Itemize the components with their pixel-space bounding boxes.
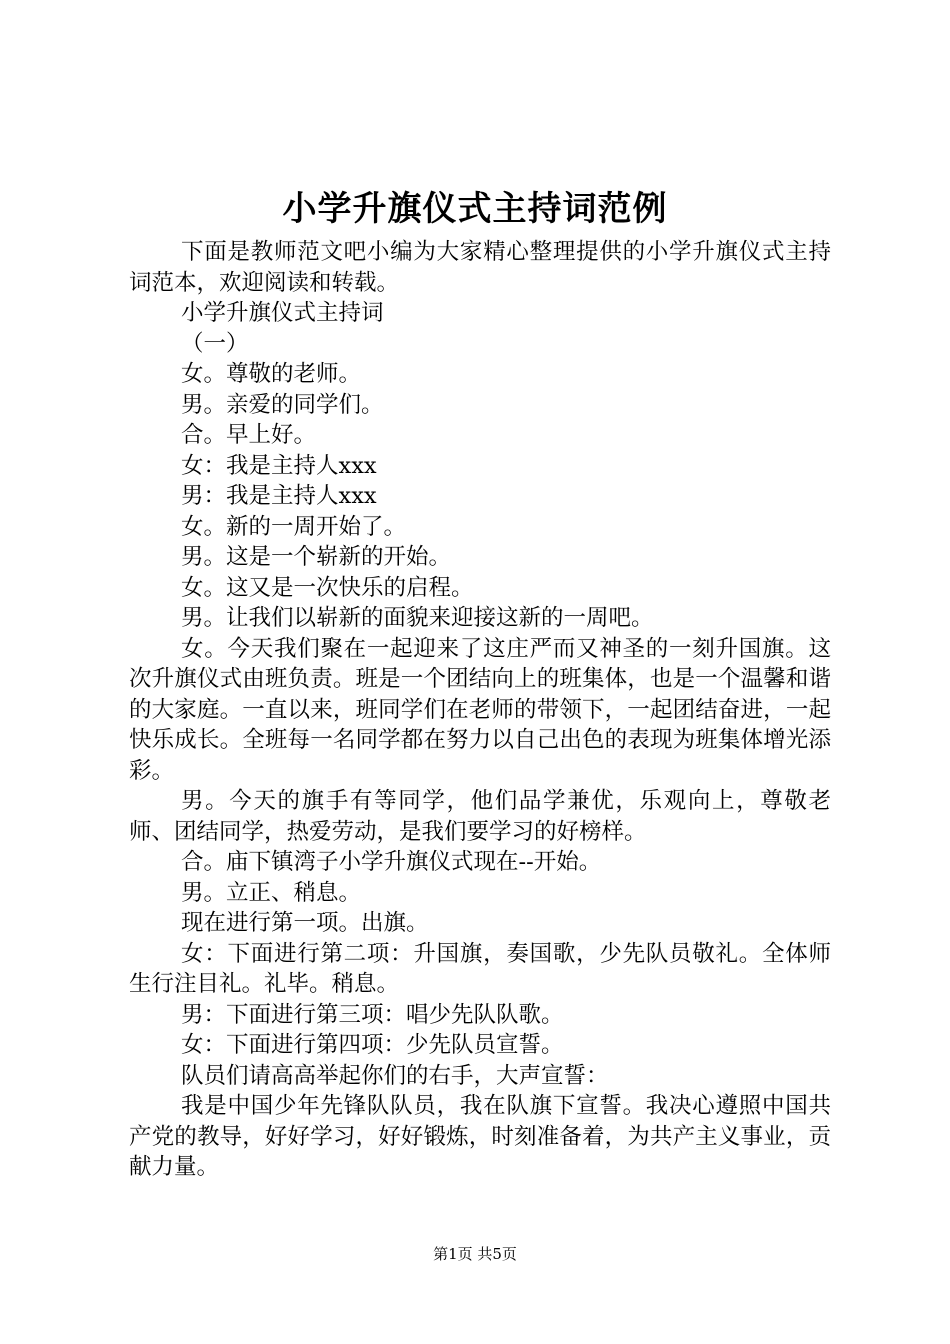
paragraph: 男。这是一个崭新的开始。 bbox=[181, 544, 452, 570]
paragraph: 女。尊敬的老师。 bbox=[181, 361, 362, 387]
paragraph: 下面是教师范文吧小编为大家精心整理提供的小学升旗仪式主持词范本，欢迎阅读和转载。 bbox=[129, 239, 831, 296]
paragraph: 合。庙下镇湾子小学升旗仪式现在--开始。 bbox=[181, 849, 602, 875]
document-body bbox=[129, 237, 831, 1183]
paragraph: 队员们请高高举起你们的右手，大声宣誓： bbox=[181, 1062, 609, 1089]
paragraph: 我是中国少年先锋队队员，我在队旗下宣誓。我决心遵照中国共产党的教导，好好学习，好好锻炼，时刻准备着，为共产主义事业，贡献力量。 bbox=[129, 1093, 831, 1180]
paragraph: 女。这又是一次快乐的启程。 bbox=[181, 574, 474, 601]
paragraph: （一） bbox=[181, 330, 249, 357]
paragraph: 女：下面进行第二项：升国旗，奏国歌，少先队员敬礼。全体师生行注目礼。礼毕。稍息。 bbox=[129, 940, 831, 997]
paragraph: 男：我是主持人xxx bbox=[181, 483, 377, 509]
paragraph: 男。今天的旗手有等同学，他们品学兼优，乐观向上，尊敬老师、团结同学，热爱劳动，是我们要学习的好榜样。 bbox=[129, 788, 831, 845]
paragraph: 女：下面进行第四项：少先队员宣誓。 bbox=[181, 1032, 564, 1058]
paragraph: 女：我是主持人xxx bbox=[181, 452, 377, 479]
paragraph: 合。早上好。 bbox=[181, 422, 317, 448]
paragraph: 女。新的一周开始了。 bbox=[181, 513, 407, 540]
paragraph: 现在进行第一项。出旗。 bbox=[181, 910, 429, 936]
page-number-footer: 第1页 共5页 bbox=[433, 1245, 517, 1263]
paragraph: 男。立正、稍息。 bbox=[181, 879, 362, 906]
paragraph: 男：下面进行第三项：唱少先队队歌。 bbox=[181, 1001, 564, 1028]
paragraph: 小学升旗仪式主持词 bbox=[181, 300, 384, 326]
paragraph: 男。让我们以崭新的面貌来迎接这新的一周吧。 bbox=[181, 605, 654, 631]
paragraph: 女。今天我们聚在一起迎来了这庄严而又神圣的一刻升国旗。这次升旗仪式由班负责。班是一个团结向上的班集体，也是一个温馨和谐的大家庭。一直以来，班同学们在老师的带领下，一起团结奋进，一起快乐成长。全班每一名同学都在努力以自己出色的表现为班集体增光添彩。 bbox=[129, 635, 831, 784]
document-title: 小学升旗仪式主持词范例 bbox=[282, 189, 668, 229]
paragraph: 男。亲爱的同学们。 bbox=[181, 391, 384, 418]
